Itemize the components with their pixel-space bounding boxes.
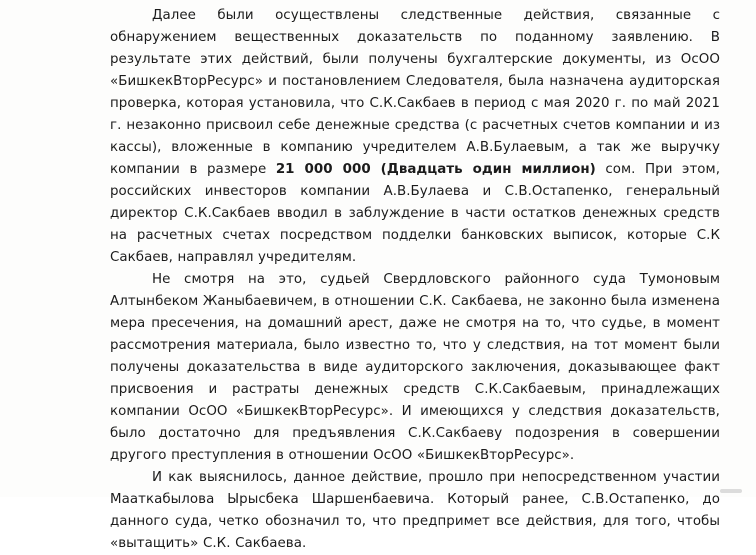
amount-highlight: 21 000 000 (Двадцать один миллион) — [275, 162, 596, 177]
scan-mark — [720, 489, 742, 493]
paragraph-court-decision: Не смотря на это, судьей Свердловского районного суда Тумоновым Алтынбеком Жаныбаевичем, в отношении С.К. Сакбаева, не законно была изменена мера пресечения, на домашний арест, даже не смотря на то, что судье, в момент рассмотрения материала, было известно то, что у следствия, на тот момент были получены доказательства в виде аудиторского заключения, доказывающее факт присвоения и растраты денежных средств С.К.Сакбаевым, принадлежащих компании ОсОО «БишкекВторРесурс». И имеющихся у следствия доказательств, было достаточно для предъявления С.К.Сакбаеву подозрения в совершении другого преступления в отношении ОсОО «БишкекВторРесурс». — [110, 272, 720, 463]
paragraph-investigation-text: Далее были осуществлены следственные действия, связанные с обнаружением вещественных доказательств по поданному заявлению. В результате этих действий, были получены бухгалтерские документы, из ОсОО «БишкекВторРесурс» и постановлением Следователя, была назначена аудиторская проверка, которая установила, что С.К.Сакбаев в период с мая 2020 г. по май 2021 г. незаконно присвоил себе денежные средства (с расчетных счетов компании и из кассы), вложенные в компанию учредителем А.В.Булаевым, а так же выручку компании в размере — [110, 8, 720, 177]
paragraph-involvement: И как выяснилось, данное действие, прошло при непосредственном участии Мааткабылова Ырысбека Шаршенбаевича. Который ранее, С.В.Остапенко, до данного суда, четко обозначил то, что предпримет все действия, для того, чтобы «вытащить» С.К. Сакбаева. — [110, 470, 720, 551]
paragraph-investigation-tail: сом. При этом, российских инвесторов компании А.В.Булаева и С.В.Остапенко, генеральный директор С.К.Сакбаев вводил в заблуждение в части остатков денежных средств на расчетных счетах посредством подделки банковских выписок, которые С.К Сакбаев, направлял учредителям. — [110, 162, 720, 265]
paragraph-investigation — [110, 5, 720, 269]
document-body — [110, 5, 720, 555]
